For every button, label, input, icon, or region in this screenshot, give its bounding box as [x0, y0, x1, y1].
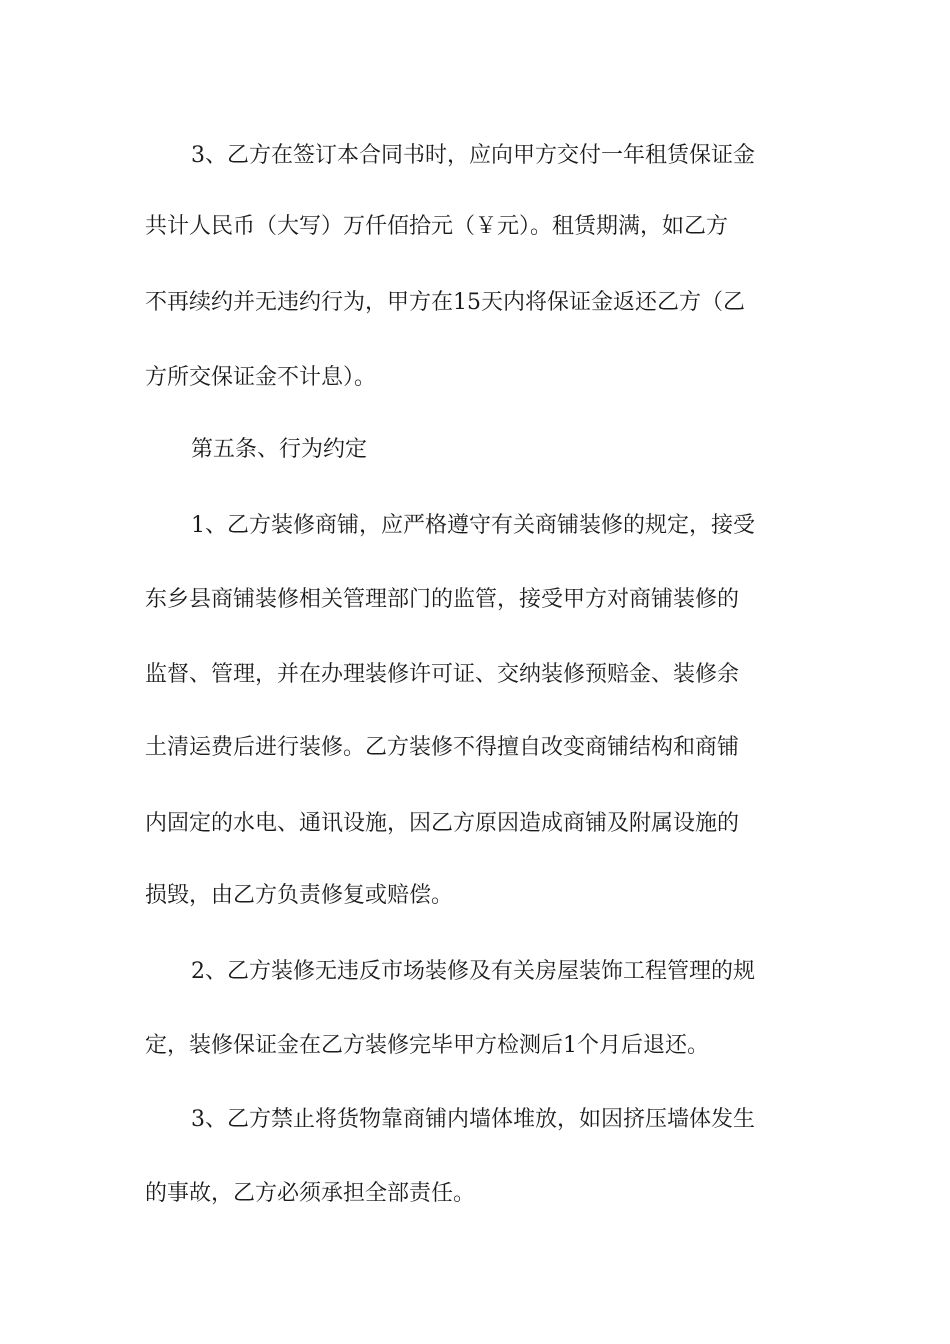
text-line: 东乡县商铺装修相关管理部门的监管，接受甲方对商铺装修的 — [145, 587, 740, 612]
section-heading: 第五条、行为约定 — [191, 437, 368, 462]
text-line: 3、乙方在签订本合同书时，应向甲方交付一年租赁保证金 — [191, 143, 755, 168]
text-line: 定，装修保证金在乙方装修完毕甲方检测后1个月后退还。 — [145, 1033, 709, 1058]
text-line: 1、乙方装修商铺，应严格遵守有关商铺装修的规定，接受 — [191, 513, 755, 538]
text-line: 监督、管理，并在办理装修许可证、交纳装修预赔金、装修余 — [145, 662, 740, 687]
text-line: 3、乙方禁止将货物靠商铺内墙体堆放，如因挤压墙体发生 — [191, 1107, 755, 1132]
text-line: 方所交保证金不计息）。 — [145, 365, 377, 390]
text-line: 内固定的水电、通讯设施，因乙方原因造成商铺及附属设施的 — [145, 811, 740, 836]
text-line: 共计人民币（大写）万仟佰拾元（￥元）。租赁期满，如乙方 — [145, 214, 729, 239]
text-line: 2、乙方装修无违反市场装修及有关房屋装饰工程管理的规 — [191, 959, 755, 984]
text-line: 不再续约并无违约行为，甲方在15天内将保证金返还乙方（乙 — [145, 290, 745, 315]
text-line: 的事故，乙方必须承担全部责任。 — [145, 1181, 476, 1206]
text-line: 土清运费后进行装修。乙方装修不得擅自改变商铺结构和商铺 — [145, 735, 740, 760]
text-line: 损毁，由乙方负责修复或赔偿。 — [145, 883, 454, 908]
